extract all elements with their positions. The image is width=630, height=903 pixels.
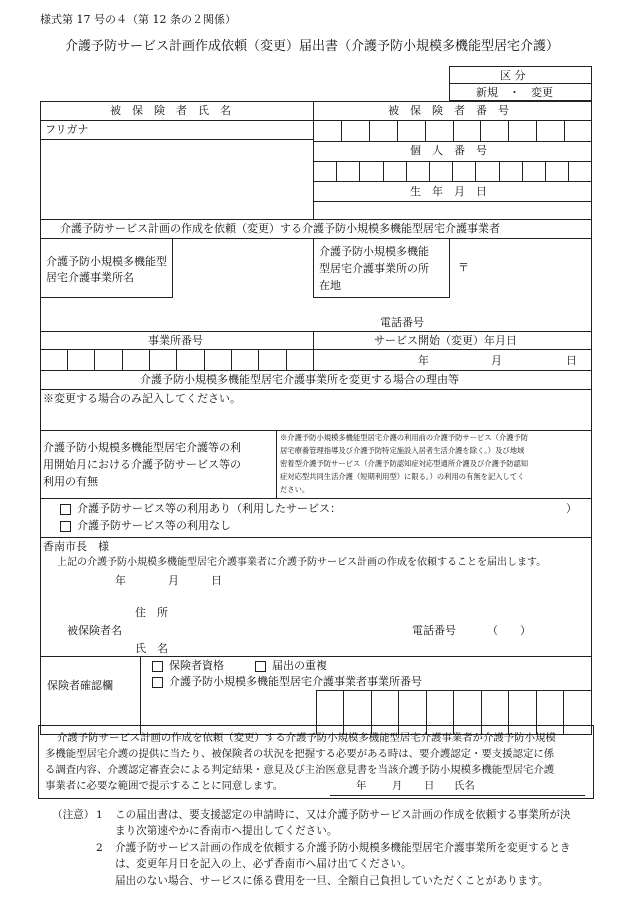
provider-heading: 介護予防サービス計画の作成を依頼（変更）する介護予防小規模多機能型居宅介護事業者 [60, 222, 500, 235]
usage-yes-label: 介護予防サービス等の利用あり（利用したサービス： [77, 502, 341, 515]
start-year-label: 年 [418, 354, 429, 367]
start-month-label: 月 [491, 354, 502, 367]
service-start-label: サービス開始（変更）年月日 [374, 334, 517, 347]
note-1-number: 1 [96, 809, 103, 821]
usage-label-1: 介護予防小規模多機能型居宅介護等の利 [43, 441, 241, 454]
insured-number-label: 被 保 険 者 番 号 [388, 104, 509, 117]
consent-line-1: 介護予防サービス計画の作成を依頼（変更）する介護予防小規模多機能型居宅介護事業者が介護予防小規模 [57, 732, 556, 744]
change-reason-note: ※変更する場合のみ記入してください。 [43, 392, 241, 405]
note-2-number: 2 [96, 842, 103, 854]
note-1-line-a: この届出書は、要支援認定の申請時に、又は介護予防サービス計画の作成を依頼する事業所が決 [115, 809, 571, 821]
provider-name-label-2: 居宅介護事業所名 [46, 271, 134, 284]
application-statement: 上記の介護予防小規模多機能型居宅介護事業者に介護予防サービス計画の作成を依頼することを届出します。 [57, 557, 547, 568]
category-label: 区 分 [500, 69, 526, 82]
insured-name-field[interactable] [47, 141, 307, 216]
birth-date-field[interactable] [313, 202, 592, 219]
usage-option-yes[interactable] [60, 503, 341, 515]
postal-mark: 〒 [458, 261, 469, 274]
applicant-phone-parens[interactable]: （ ） [487, 624, 531, 637]
duplicate-checkbox[interactable] [255, 661, 266, 672]
note-2-line-b: は、変更年月日を記入の上、必ず香南市へ届け出てください。 [115, 858, 412, 870]
applicant-name-field[interactable] [180, 640, 400, 656]
start-day-label: 日 [566, 354, 577, 367]
application-day-label: 日 [211, 574, 222, 587]
personal-number-label: 個 人 番 号 [410, 144, 487, 157]
provider-phone-label: 電話番号 [380, 316, 424, 329]
usage-note-1: ※介護予防小規模多機能型居宅介護の利用前の介護予防サービス（介護予防 [280, 433, 529, 442]
applicant-address-label: 住 所 [135, 606, 168, 619]
usage-label-3: 利用の有無 [43, 475, 98, 488]
office-number-checkbox[interactable] [152, 677, 163, 688]
usage-close-paren: ） [566, 502, 577, 515]
duplicate-label: 届出の重複 [272, 659, 327, 672]
consent-line-3: る調査内容、介護認定審査会による判定結果・意見及び主治医意見書を当該介護予防小規模多機能型居宅介護 [45, 764, 555, 776]
qualification-label: 保険者資格 [169, 659, 224, 672]
application-year-label: 年 [115, 574, 126, 587]
usage-no-label: 介護予防サービス等の利用なし [77, 519, 231, 532]
consent-year-label: 年 [356, 780, 367, 792]
consent-month-label: 月 [392, 780, 403, 792]
page-title: 介護予防サービス計画作成依頼（変更）届出書（介護予防小規模多機能型居宅介護） [65, 39, 560, 54]
usage-note-5: ださい。 [280, 485, 310, 494]
note-1-line-b: まり次第速やかに香南市へ提出してください。 [115, 825, 338, 837]
consent-name-field[interactable] [478, 779, 583, 794]
birth-date-label: 生 年 月 日 [410, 185, 487, 198]
used-service-field[interactable] [360, 501, 560, 516]
insurer-check-qualification[interactable] [152, 660, 224, 672]
applicant-name-label: 氏 名 [135, 642, 168, 655]
insurer-confirmation-label: 保険者確認欄 [47, 679, 113, 692]
insurer-check-office-number[interactable] [152, 676, 422, 688]
application-month-label: 月 [168, 574, 179, 587]
furigana-label: フリガナ [45, 123, 89, 136]
usage-label-2: 用開始月における介護予防サービス等の [43, 458, 241, 471]
insured-name-label: 被 保 険 者 氏 名 [110, 104, 231, 117]
provider-address-label-1: 介護予防小規模多機能 [319, 245, 429, 258]
provider-address-label-2: 型居宅介護事業所の所 [319, 262, 429, 275]
change-reason-heading: 介護予防小規模多機能型居宅介護事業所を変更する場合の理由等 [140, 373, 459, 386]
provider-name-field[interactable] [46, 300, 306, 330]
qualification-checkbox[interactable] [152, 661, 163, 672]
usage-note-3: 密着型介護予防サービス（介護予防認知症対応型通所介護及び介護予防認知 [280, 459, 529, 468]
applicant-phone-label: 電話番号 [412, 624, 456, 637]
office-number-label: 事業所番号 [148, 334, 203, 347]
provider-address-label-3: 在地 [319, 279, 341, 292]
category-value[interactable]: 新規 ・ 変更 [476, 86, 553, 99]
consent-day-label: 日 [424, 780, 435, 792]
usage-yes-checkbox[interactable] [60, 504, 71, 515]
form-number: 様式第 17 号の４（第 12 条の２関係） [40, 13, 236, 26]
office-number-check-label: 介護予防小規模多機能型居宅介護事業者事業所番号 [169, 675, 422, 688]
consent-line-2: 多機能型居宅介護の提供に当たり、被保険者の状況を把握する必要がある時は、要介護認定・要支援認定に係 [45, 748, 555, 760]
applicant-address-field[interactable] [180, 604, 580, 620]
change-reason-field[interactable] [43, 408, 588, 428]
provider-name-label-cell [40, 238, 173, 298]
insured-person-label: 被保険者名 [67, 624, 122, 637]
note-2-line-a: 介護予防サービス計画の作成を依頼する介護予防小規模多機能型居宅介護事業所を変更するとき [115, 842, 571, 854]
usage-no-checkbox[interactable] [60, 521, 71, 532]
consent-name-label: 氏名 [454, 780, 475, 792]
note-2-line-c: 届出のない場合、サービスに係る費用を一旦、全額自己負担していただくことがあります。 [115, 875, 549, 887]
consent-line-4: 事業者に必要な範囲で提示することに同意します。 [45, 780, 284, 792]
provider-name-label-1: 介護予防小規模多機能型 [46, 255, 167, 268]
insurer-check-duplicate[interactable] [255, 660, 327, 672]
notes-label: （注意） [52, 809, 95, 821]
provider-phone-field[interactable] [440, 314, 588, 330]
addressee: 香南市長 様 [43, 540, 109, 553]
usage-option-no[interactable] [60, 520, 231, 532]
usage-note-2: 居宅療養管理指導及び介護予防特定施設入居者生活介護を除く。）及び地域 [280, 446, 525, 455]
usage-note-4: 症対応型共同生活介護（短期利用型）に限る。）の利用の有無を記入してく [280, 472, 525, 481]
provider-address-field[interactable] [470, 258, 588, 278]
service-start-date-field[interactable] [318, 351, 588, 369]
